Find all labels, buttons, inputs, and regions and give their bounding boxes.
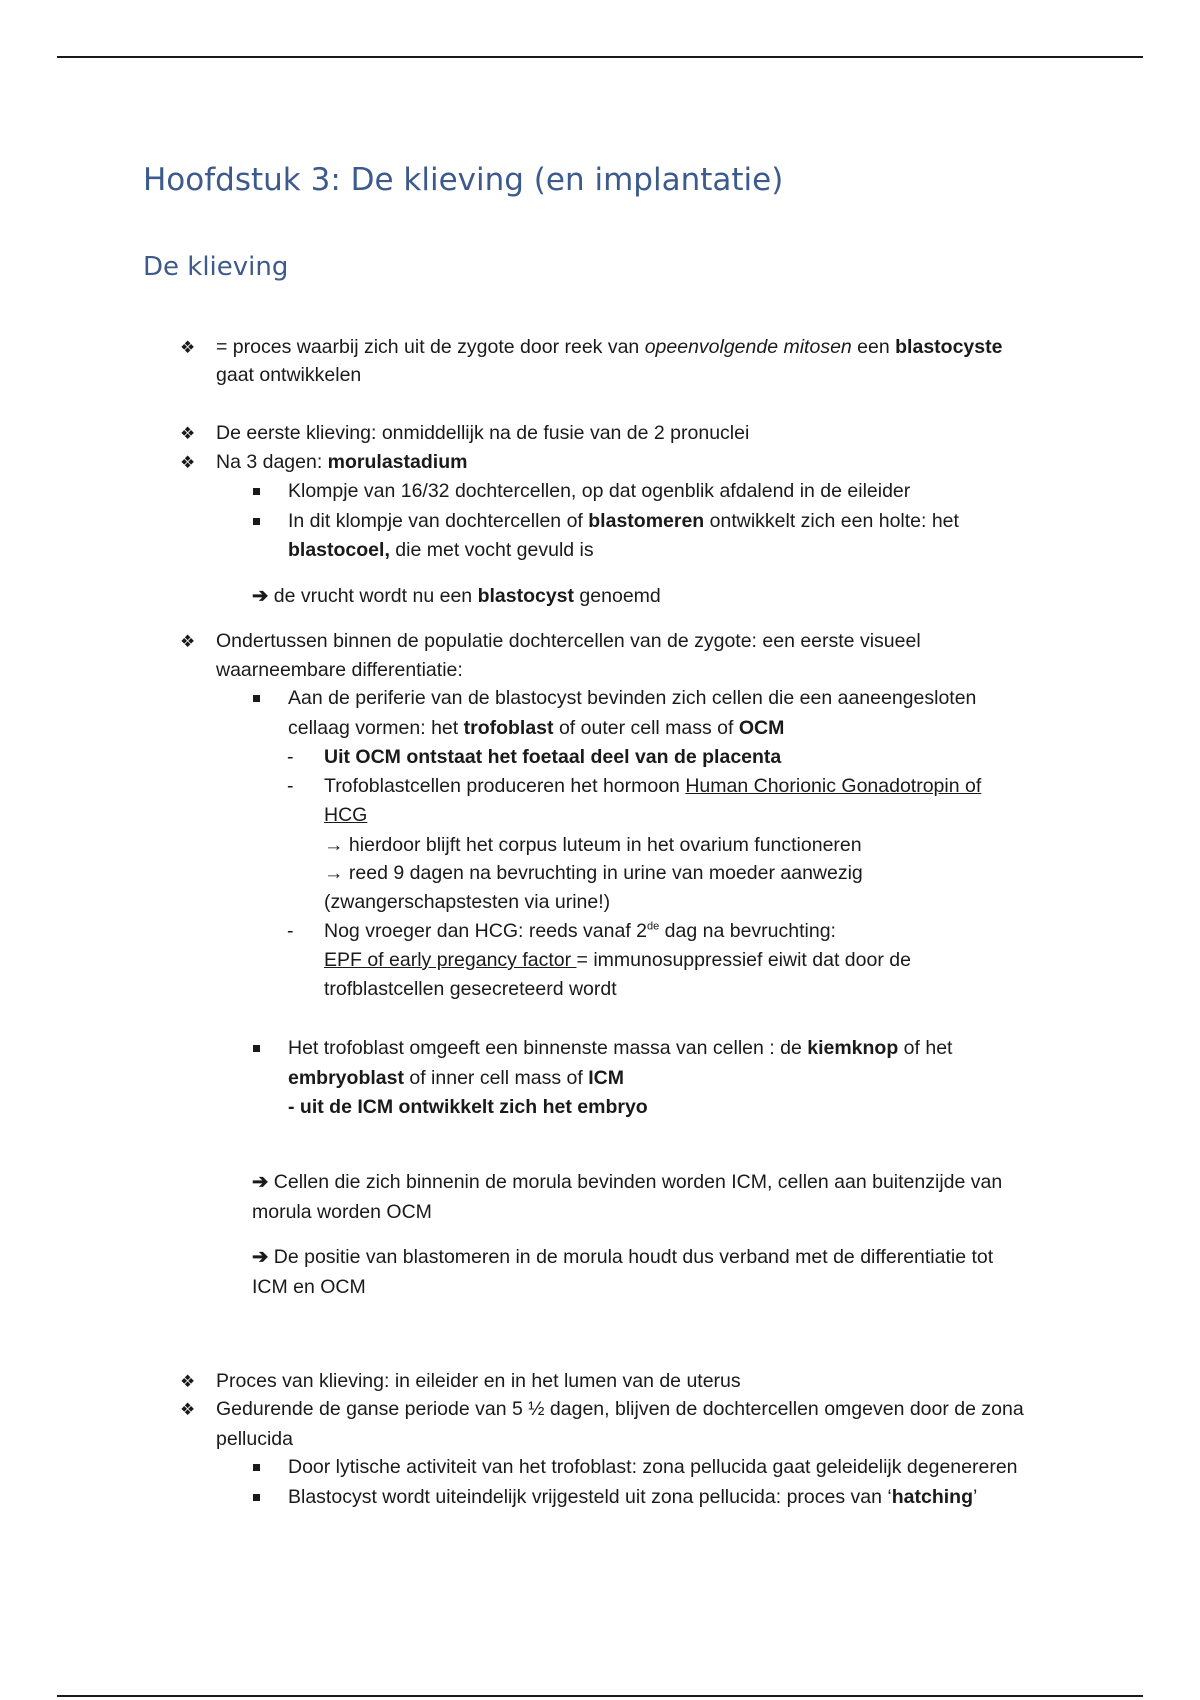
dash-item-continuation: HCG [324,804,368,826]
square-bullet-icon [253,1494,260,1501]
square-bullet-icon [253,488,260,495]
sub-list-item: Aan de periferie van de blastocyst bevinden zich cellen die een aaneengesloten [288,687,977,709]
dash-item: Uit OCM ontstaat het foetaal deel van de placenta [324,746,782,768]
list-item: = proces waarbij zich uit de zygote door reek van opeenvolgende mitosen een blastocyste [216,336,1003,358]
diamond-bullet-icon: ❖ [180,424,196,443]
dash-item: Trofoblastcellen produceren het hormoon Human Chorionic Gonadotropin of [324,775,982,797]
arrow-note: ➔ De positie van blastomeren in de morula houdt dus verband met de differentiatie tot [252,1246,994,1268]
arrow-note-continuation: ICM en OCM [252,1276,366,1298]
dash-item: Nog vroeger dan HCG: reeds vanaf 2de dag na bevruchting: [324,920,836,942]
arrow-note: → hierdoor blijft het corpus luteum in het ovarium functioneren [324,834,862,856]
arrow-right-icon: ➔ [252,585,269,607]
arrow-note: → reed 9 dagen na bevruchting in urine van moeder aanwezig [324,862,863,884]
footer-rule [57,1695,1143,1697]
diamond-bullet-icon: ❖ [180,1400,196,1419]
diamond-bullet-icon: ❖ [180,632,196,651]
list-item: Ondertussen binnen de populatie dochtercellen van de zygote: een eerste visueel [216,630,921,652]
diamond-bullet-icon: ❖ [180,1372,196,1391]
sub-list-item-continuation: blastocoel, die met vocht gevuld is [288,539,594,561]
header-rule [57,56,1143,58]
arrow-right-icon: → [324,862,344,884]
dash-item-continuation: trofblastcellen gesecreteerd wordt [324,978,617,1000]
sub-list-item: Door lytische activiteit van het trofoblast: zona pellucida gaat geleidelijk degenereren [288,1456,1018,1478]
list-item: Gedurende de ganse periode van 5 ½ dagen, blijven de dochtercellen omgeven door de zona [216,1398,1024,1420]
section-title: De klieving [143,252,289,282]
list-item: Proces van klieving: in eileider en in het lumen van de uterus [216,1370,741,1392]
chapter-title: Hoofdstuk 3: De klieving (en implantatie) [143,162,784,198]
arrow-right-icon: ➔ [252,1171,269,1193]
list-item: Na 3 dagen: morulastadium [216,451,468,473]
arrow-note: ➔ Cellen die zich binnenin de morula bevinden worden ICM, cellen aan buitenzijde van [252,1171,1003,1193]
diamond-bullet-icon: ❖ [180,338,196,357]
arrow-note-continuation: morula worden OCM [252,1201,432,1223]
dash-bullet-icon: - [287,920,294,942]
list-item-continuation: waarneembare differentiatie: [216,659,463,681]
list-item-continuation: gaat ontwikkelen [216,364,362,386]
sub-list-item-continuation: - uit de ICM ontwikkelt zich het embryo [288,1096,648,1118]
square-bullet-icon [253,1045,260,1052]
dash-item-continuation: (zwangerschapstesten via urine!) [324,891,611,913]
diamond-bullet-icon: ❖ [180,453,196,472]
sub-list-item: Klompje van 16/32 dochtercellen, op dat ogenblik afdalend in de eileider [288,480,911,502]
arrow-note: ➔ de vrucht wordt nu een blastocyst genoemd [252,585,661,607]
list-item: De eerste klieving: onmiddellijk na de fusie van de 2 pronuclei [216,422,750,444]
sub-list-item: Blastocyst wordt uiteindelijk vrijgesteld uit zona pellucida: proces van ‘hatching’ [288,1486,978,1508]
sub-list-item: Het trofoblast omgeeft een binnenste massa van cellen : de kiemknop of het [288,1037,953,1059]
sub-list-item-continuation: cellaag vormen: het trofoblast of outer cell mass of OCM [288,717,785,739]
square-bullet-icon [253,1464,260,1471]
dash-bullet-icon: - [287,775,294,797]
arrow-right-icon: → [324,834,344,856]
dash-item-continuation: EPF of early pregancy factor = immunosuppressief eiwit dat door de [324,949,911,971]
list-item-continuation: pellucida [216,1428,293,1450]
square-bullet-icon [253,518,260,525]
dash-bullet-icon: - [287,746,294,768]
arrow-right-icon: ➔ [252,1246,269,1268]
sub-list-item: In dit klompje van dochtercellen of blastomeren ontwikkelt zich een holte: het [288,510,959,532]
sub-list-item-continuation: embryoblast of inner cell mass of ICM [288,1067,624,1089]
square-bullet-icon [253,695,260,702]
